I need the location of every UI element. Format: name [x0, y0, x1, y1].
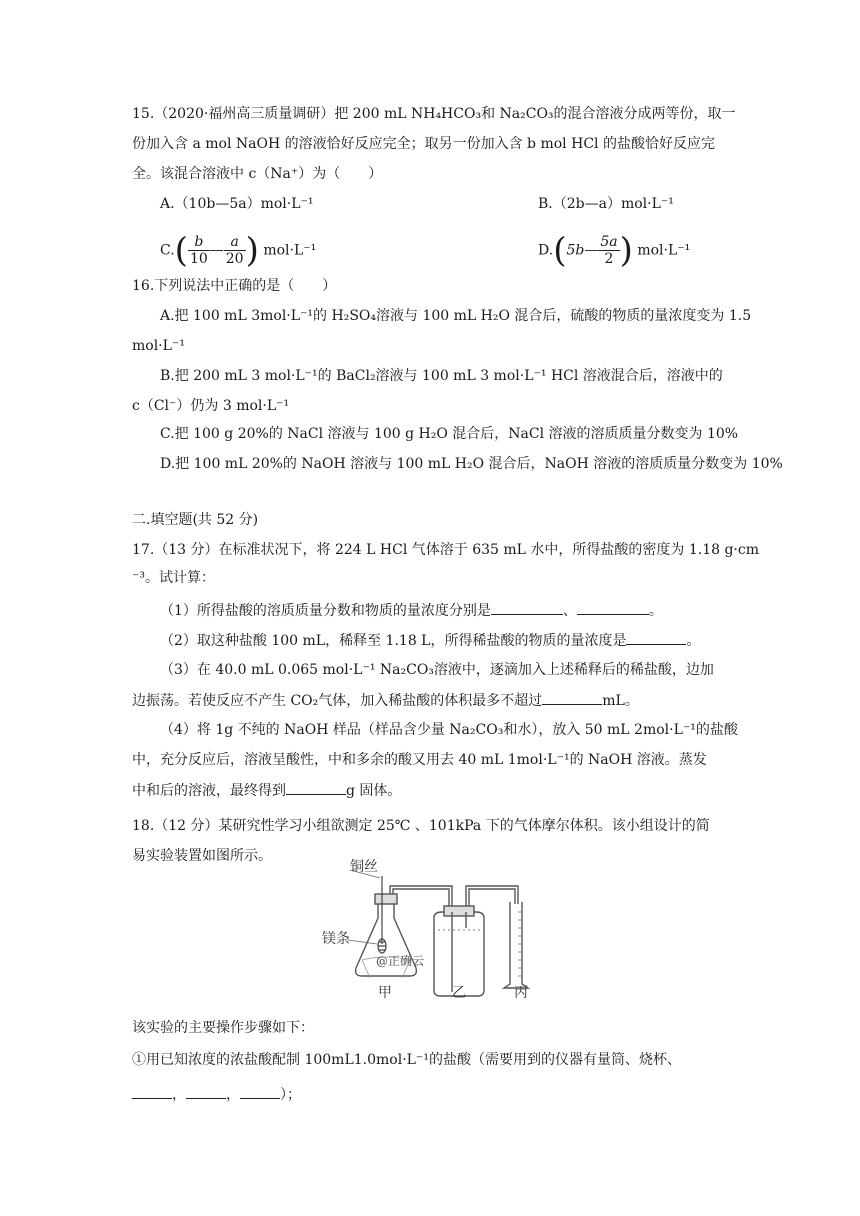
label-magnesium-strip: 镁条: [322, 931, 350, 947]
answer-blank[interactable]: [491, 600, 563, 615]
q15-option-c: C.( $\frac{b}{10}$ — $\frac{a}{20}$ ) mol·L⁻¹: [160, 230, 317, 271]
fraction-b-over-10: [188, 234, 210, 267]
left-paren: (: [553, 230, 567, 271]
q15-option-d-prefix: D.: [538, 242, 554, 259]
q16-option-b-line1: B.把 200 mL 3 mol·L⁻¹的 BaCl₂溶液与 100 mL 3 mol·L⁻¹ HCl 溶液混合后，溶液中的: [160, 368, 723, 384]
line-end: mL。: [602, 693, 639, 709]
answer-blank[interactable]: [577, 600, 649, 615]
q17-part2-text: （2）取这种盐酸 100 mL，稀释至 1.18 L，所得稀盐酸的物质的量浓度是: [160, 633, 627, 649]
line-end: 。: [648, 603, 663, 619]
apparatus-figure: [322, 856, 548, 1004]
fraction-5a-over-2: [598, 234, 619, 267]
q15-option-d-unit: mol·L⁻¹: [637, 242, 691, 259]
q18-stem-line1: 18.（12 分）某研究性学习小组欲测定 25℃ 、101kPa 下的气体摩尔体积。该小组设计的简: [132, 818, 710, 834]
numerator: b: [188, 234, 210, 251]
denominator: 2: [604, 251, 614, 267]
answer-blank[interactable]: [240, 1084, 280, 1099]
q15-option-c-unit: mol·L⁻¹: [263, 242, 317, 259]
line-end: g 固体。: [346, 783, 402, 799]
q16-option-a-line2: mol·L⁻¹: [132, 338, 185, 354]
answer-blank[interactable]: [286, 780, 346, 795]
q18-step1-line2: [132, 1084, 301, 1105]
line-end: 。: [686, 633, 701, 649]
q18-step1-line1: ①用已知浓度的浓盐酸配制 100mL1.0mol·L⁻¹的盐酸（需要用到的仪器有量筒、烧杯、: [132, 1052, 681, 1068]
right-paren: ): [245, 230, 259, 271]
q18-steps-intro: 该实验的主要操作步骤如下：: [132, 1020, 314, 1036]
caption-yi: 乙: [452, 985, 466, 1001]
q17-part1: [160, 600, 663, 621]
q17-stem-line2: ⁻³。试计算：: [132, 570, 216, 586]
q15-stem-line3: 全。该混合溶液中 c（Na⁺）为（ ）: [132, 166, 383, 182]
fraction-a-over-20: [224, 234, 246, 267]
q17-part4-line1: （4）将 1g 不纯的 NaOH 样品（样品含少量 Na₂CO₃和水），放入 50 mL 2mol·L⁻¹的盐酸: [160, 722, 738, 738]
q15-stem-line2: 份加入含 a mol NaOH 的溶液恰好反应完全；取另一份加入含 b mol HCl 的盐酸恰好反应完: [132, 136, 715, 152]
graduated-cylinder: [504, 902, 528, 988]
numerator: a: [224, 234, 246, 251]
bottle-stopper: [444, 906, 474, 916]
separator: ，: [226, 1087, 240, 1103]
q15-option-c-prefix: C.: [160, 242, 175, 259]
q15-option-a: A.（10b—5a）mol·L⁻¹: [160, 196, 314, 212]
q16-option-d: D.把 100 mL 20%的 NaOH 溶液与 100 mL H₂O 混合后，NaOH 溶液的溶质质量分数变为 10%: [160, 456, 783, 472]
left-paren: (: [174, 230, 188, 271]
q15-option-d-lead: 5b—: [566, 242, 599, 259]
q16-option-c: C.把 100 g 20%的 NaCl 溶液与 100 g H₂O 混合后，NaCl 溶液的溶质质量分数变为 10%: [160, 426, 739, 442]
q16-option-b-line2: c（Cl⁻）仍为 3 mol·L⁻¹: [132, 398, 290, 414]
q17-part2: [160, 630, 700, 651]
q17-part4-line2: 中，充分反应后，溶液呈酸性，中和多余的酸又用去 40 mL 1mol·L⁻¹的 NaOH 溶液。蒸发: [132, 752, 707, 768]
separator: ，: [172, 1087, 186, 1103]
answer-blank[interactable]: [542, 690, 602, 705]
watermark: @正确云: [376, 954, 425, 968]
denominator: 20: [225, 251, 244, 267]
q17-part4-text: 中和后的溶液，最终得到: [132, 783, 286, 799]
q16-option-a-line1: A.把 100 mL 3mol·L⁻¹的 H₂SO₄溶液与 100 mL H₂O 混合后，硫酸的物质的量浓度变为 1.5: [160, 308, 752, 324]
section-heading: 二.填空题(共 52 分): [132, 512, 259, 528]
label-copper-wire: 铜丝: [350, 859, 378, 875]
q18-stem-line2: 易实验装置如图所示。: [132, 848, 272, 864]
answer-blank[interactable]: [186, 1084, 226, 1099]
q15-option-d: [538, 230, 691, 274]
q17-part3-text: 边振荡。若使反应不产生 CO₂气体，加入稀盐酸的体积最多不超过: [132, 693, 543, 709]
caption-bing: 丙: [514, 985, 528, 1001]
denominator: 10: [189, 251, 208, 267]
q17-stem-line1: 17.（13 分）在标准状况下，将 224 L HCl 气体溶于 635 mL 水中，所得盐酸的密度为 1.18 g·cm: [132, 542, 759, 558]
q17-part4-line3: [132, 780, 401, 801]
q17-part1-text: （1）所得盐酸的溶质质量分数和物质的量浓度分别是: [160, 603, 491, 619]
caption-jia: 甲: [378, 985, 392, 1001]
answer-blank[interactable]: [132, 1084, 172, 1099]
q17-part3-line2: [132, 690, 639, 711]
q15-option-b: B.（2b—a）mol·L⁻¹: [538, 196, 674, 212]
answer-blank[interactable]: [626, 630, 686, 645]
numerator: 5a: [600, 234, 618, 250]
q16-stem: 16.下列说法中正确的是（ ）: [132, 278, 337, 294]
flask-stopper: [375, 894, 397, 904]
separator: 、: [562, 603, 577, 619]
delivery-tube-1: [390, 886, 452, 912]
q15-stem-line1: 15.（2020·福州高三质量调研）把 200 mL NH₄HCO₃和 Na₂CO₃的混合溶液分成两等份，取一: [132, 106, 736, 122]
right-paren: ): [619, 230, 633, 271]
q17-part3-line1: （3）在 40.0 mL 0.065 mol·L⁻¹ Na₂CO₃溶液中，逐滴加入上述稀释后的稀盐酸，边加: [160, 662, 714, 678]
line-end: ）；: [280, 1087, 301, 1103]
